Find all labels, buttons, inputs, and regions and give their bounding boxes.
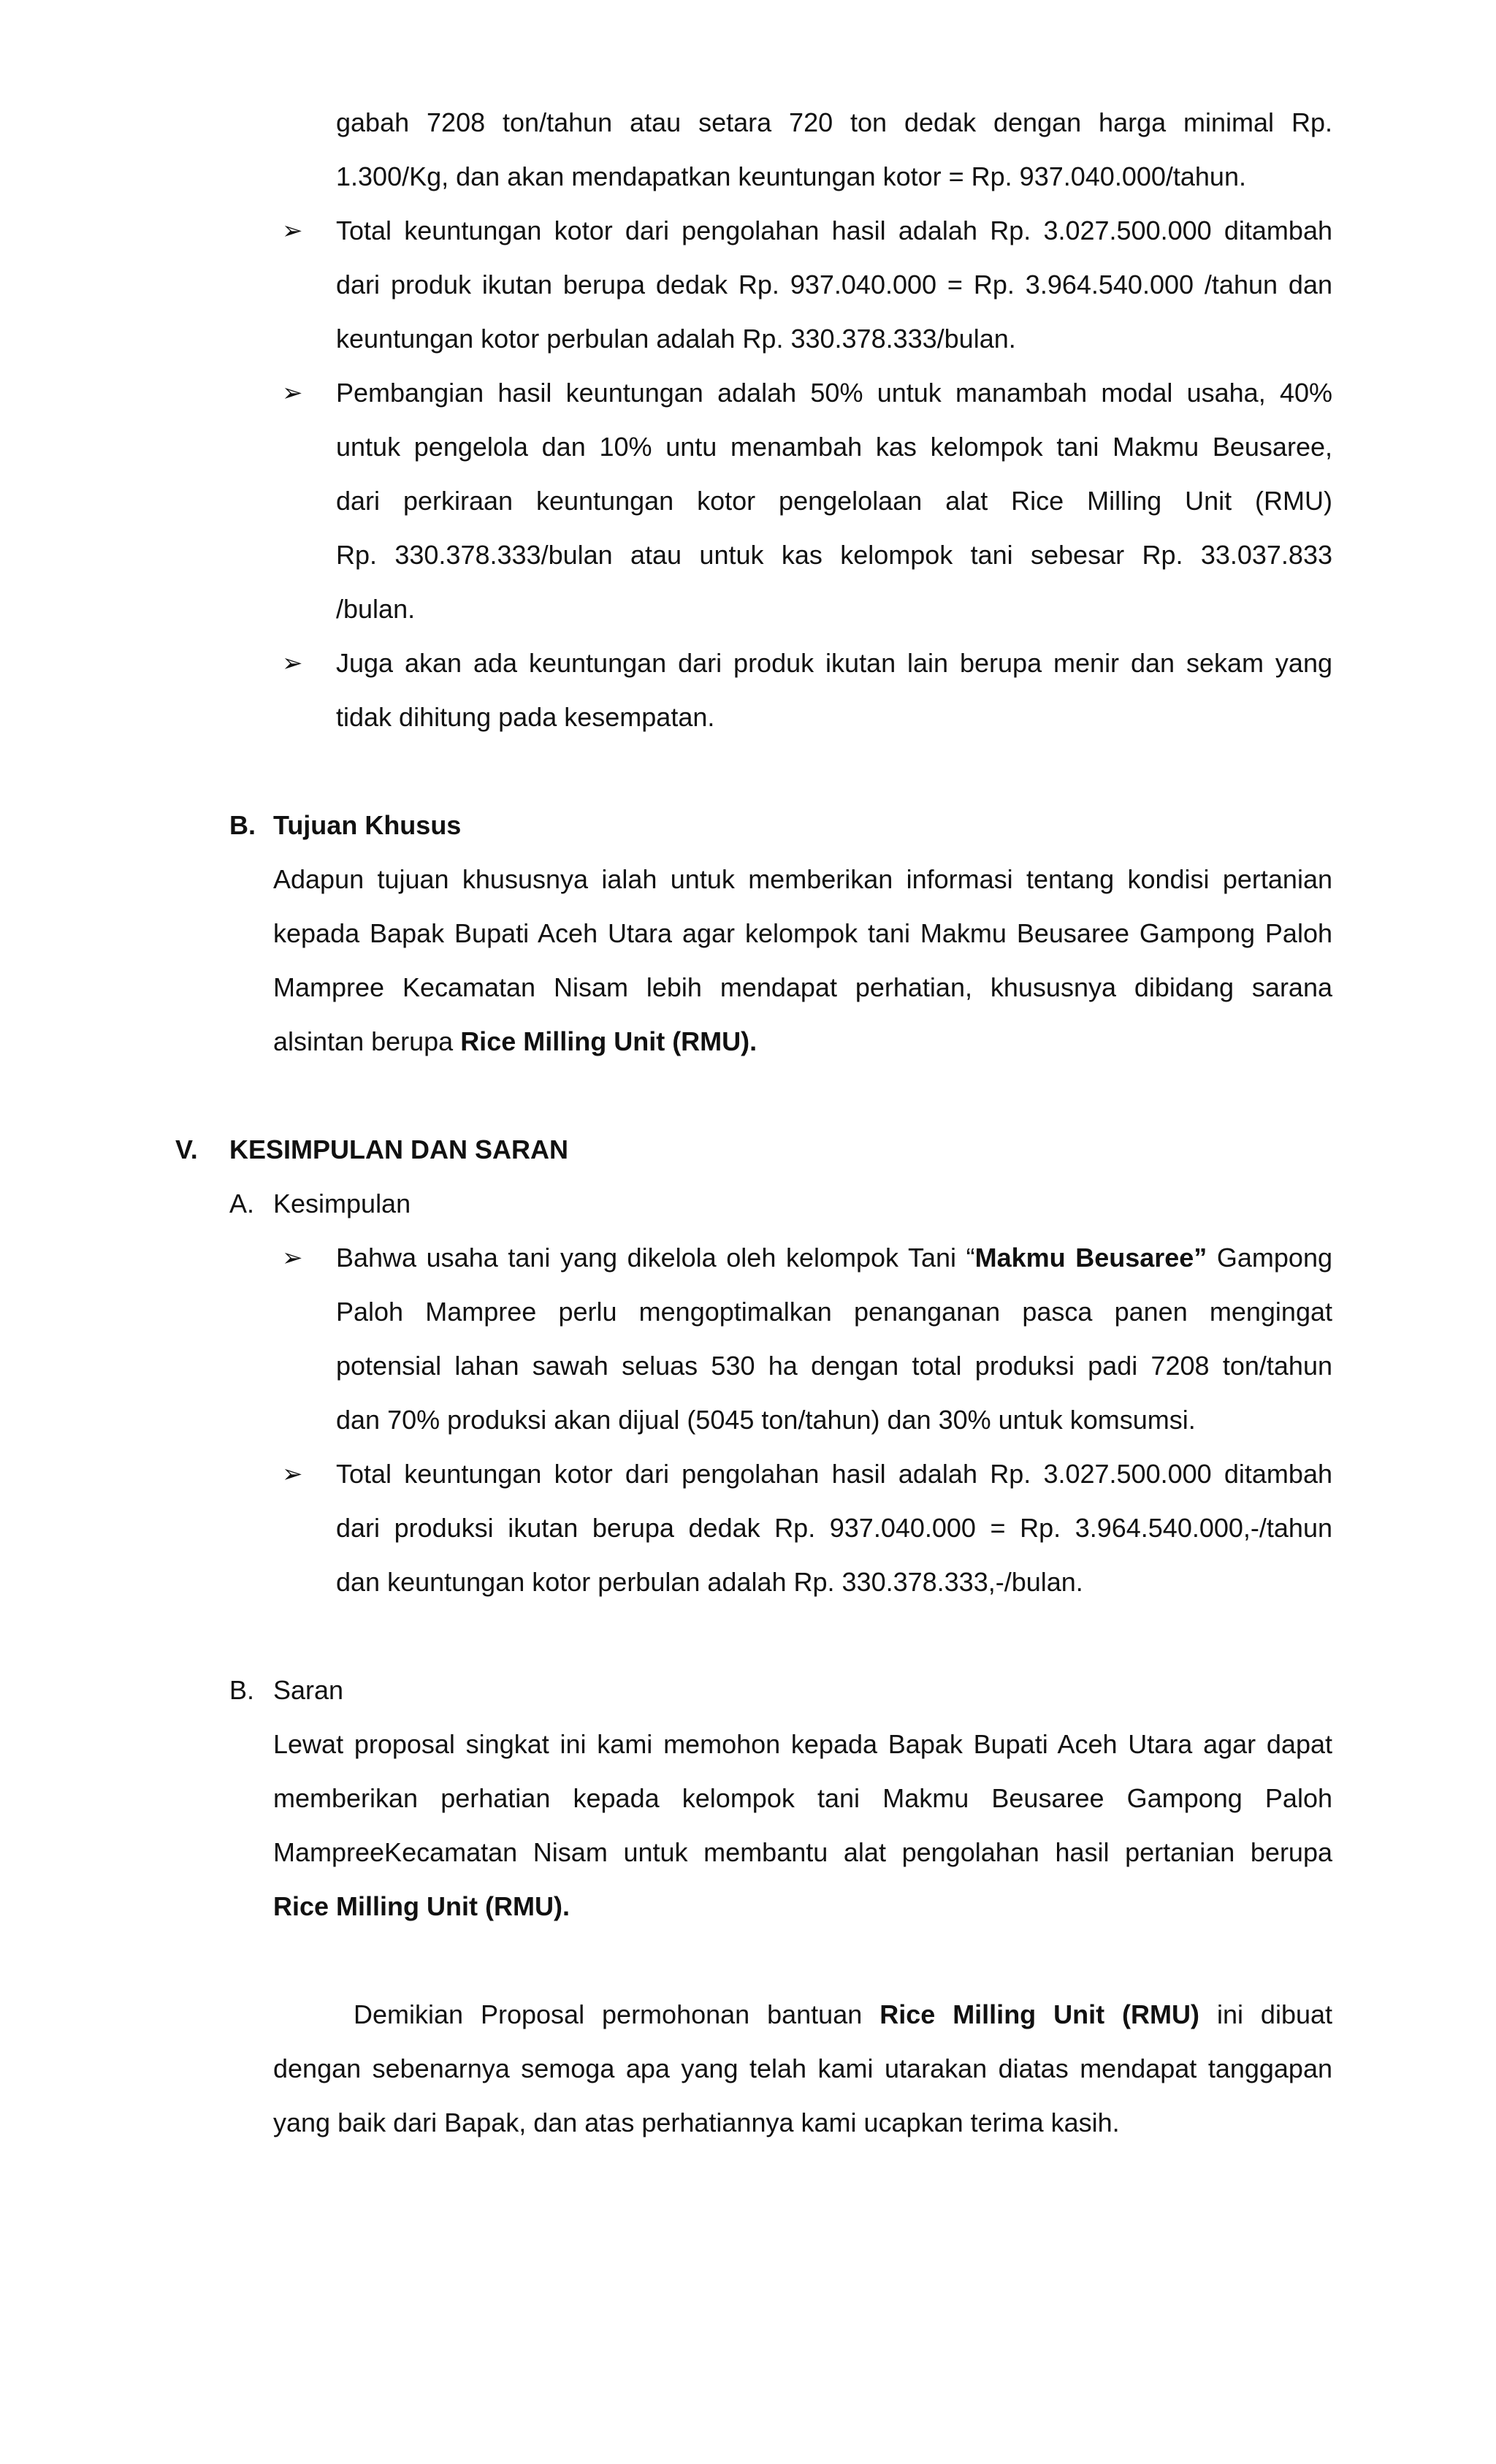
bullet-line: /bulan. bbox=[336, 594, 416, 624]
paragraph-line: MampreeKecamatan Nisam untuk membantu alat pengolahan hasil pertanian berupa bbox=[273, 1837, 1332, 1867]
intro-line: gabah 7208 ton/tahun atau setara 720 ton dedak dengan harga minimal Rp. bbox=[336, 107, 1332, 137]
section-marker: B. bbox=[229, 810, 256, 840]
bullet-line: Paloh Mampree perlu mengoptimalkan penanganan pasca panen mengingat bbox=[336, 1297, 1332, 1327]
chapter-marker: V. bbox=[175, 1134, 198, 1164]
paragraph-line: Lewat proposal singkat ini kami memohon kepada Bapak Bupati Aceh Utara agar dapat bbox=[273, 1729, 1332, 1759]
subsection-marker: B. bbox=[229, 1675, 255, 1705]
arrow-bullet-icon: ➢ bbox=[282, 1244, 303, 1272]
emphasis-text: Rice Milling Unit (RMU). bbox=[273, 1891, 570, 1921]
emphasis-text: Rice Milling Unit (RMU). bbox=[460, 1026, 757, 1056]
closing-text: Demikian Proposal permohonan bantuan bbox=[354, 1999, 880, 2029]
closing-text: ini dibuat bbox=[1199, 1999, 1333, 2029]
paragraph-text: alsintan berupa bbox=[273, 1026, 461, 1056]
paragraph-line: kepada Bapak Bupati Aceh Utara agar kelompok tani Makmu Beusaree Gampong Paloh bbox=[273, 918, 1332, 948]
emphasis-text: Makmu Beusaree” bbox=[974, 1243, 1207, 1273]
arrow-bullet-icon: ➢ bbox=[282, 379, 303, 407]
bullet-line: Pembangian hasil keuntungan adalah 50% untuk manambah modal usaha, 40% bbox=[336, 378, 1332, 408]
paragraph-line: Adapun tujuan khususnya ialah untuk memberikan informasi tentang kondisi pertanian bbox=[273, 864, 1332, 894]
arrow-bullet-icon: ➢ bbox=[282, 649, 303, 677]
subsection-title: Kesimpulan bbox=[273, 1189, 411, 1218]
bullet-line: dan keuntungan kotor perbulan adalah Rp. 330.378.333,-/bulan. bbox=[336, 1567, 1083, 1597]
bullet-line: keuntungan kotor perbulan adalah Rp. 330.378.333/bulan. bbox=[336, 324, 1016, 354]
subsection-title: Saran bbox=[273, 1675, 344, 1705]
intro-line: 1.300/Kg, dan akan mendapatkan keuntungan kotor = Rp. 937.040.000/tahun. bbox=[336, 161, 1246, 191]
bullet-line: Total keuntungan kotor dari pengolahan hasil adalah Rp. 3.027.500.000 ditambah bbox=[336, 1459, 1332, 1489]
paragraph-line: Mampree Kecamatan Nisam lebih mendapat perhatian, khususnya dibidang sarana bbox=[273, 972, 1332, 1002]
bullet-text: Gampong bbox=[1207, 1243, 1332, 1273]
bullet-text: Bahwa usaha tani yang dikelola oleh kelompok Tani “ bbox=[336, 1243, 975, 1273]
bullet-line: dan 70% produksi akan dijual (5045 ton/tahun) dan 30% untuk komsumsi. bbox=[336, 1405, 1196, 1435]
bullet-line: dari produksi ikutan berupa dedak Rp. 937.040.000 = Rp. 3.964.540.000,-/tahun bbox=[336, 1513, 1332, 1543]
arrow-bullet-icon: ➢ bbox=[282, 217, 303, 245]
bullet-line: dari produk ikutan berupa dedak Rp. 937.040.000 = Rp. 3.964.540.000 /tahun dan bbox=[336, 270, 1332, 300]
bullet-line: tidak dihitung pada kesempatan. bbox=[336, 702, 715, 732]
bullet-line: Juga akan ada keuntungan dari produk ikutan lain berupa menir dan sekam yang bbox=[336, 648, 1332, 678]
paragraph-line bbox=[273, 1026, 757, 1058]
arrow-bullet-icon: ➢ bbox=[282, 1460, 303, 1488]
chapter-title: KESIMPULAN DAN SARAN bbox=[229, 1134, 569, 1164]
closing-line: dengan sebenarnya semoga apa yang telah kami utarakan diatas mendapat tanggapan bbox=[273, 2053, 1332, 2083]
closing-line: yang baik dari Bapak, dan atas perhatiannya kami ucapkan terima kasih. bbox=[273, 2108, 1120, 2137]
bullet-line bbox=[336, 1242, 1332, 1274]
closing-line bbox=[354, 1999, 1332, 2031]
section-heading: Tujuan Khusus bbox=[273, 810, 462, 840]
paragraph-line: memberikan perhatian kepada kelompok tani Makmu Beusaree Gampong Paloh bbox=[273, 1783, 1332, 1813]
bullet-line: Total keuntungan kotor dari pengolahan hasil adalah Rp. 3.027.500.000 ditambah bbox=[336, 215, 1332, 245]
emphasis-text: Rice Milling Unit (RMU) bbox=[879, 1999, 1200, 2029]
bullet-line: Rp. 330.378.333/bulan atau untuk kas kelompok tani sebesar Rp. 33.037.833 bbox=[336, 540, 1332, 570]
subsection-marker: A. bbox=[229, 1189, 255, 1218]
bullet-line: potensial lahan sawah seluas 530 ha dengan total produksi padi 7208 ton/tahun bbox=[336, 1351, 1332, 1381]
bullet-line: dari perkiraan keuntungan kotor pengelolaan alat Rice Milling Unit (RMU) bbox=[336, 486, 1332, 516]
bullet-line: untuk pengelola dan 10% untu menambah kas kelompok tani Makmu Beusaree, bbox=[336, 432, 1332, 462]
